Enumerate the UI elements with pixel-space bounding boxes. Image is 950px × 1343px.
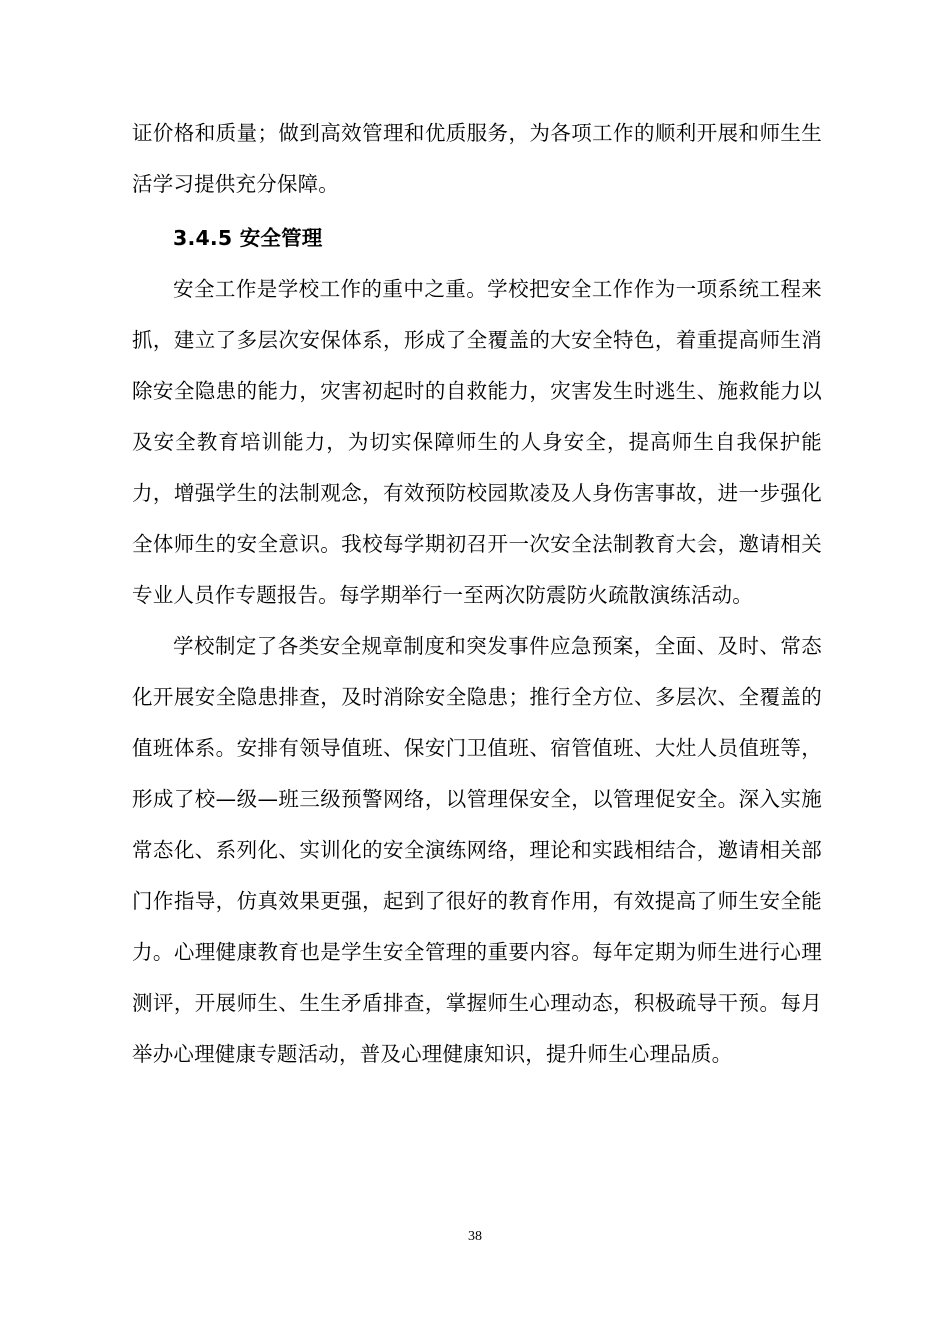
paragraph-safety-work: 安全工作是学校工作的重中之重。学校把安全工作作为一项系统工程来抓，建立了多层次安保体系，形成了全覆盖的大安全特色，着重提高师生消除安全隐患的能力，灾害初起时的自救能力，灾害发生时逃生、施救能力以及安全教育培训能力，为切实保障师生的人身安全，提高师生自我保护能力，增强学生的法制观念，有效预防校园欺凌及人身伤害事故，进一步强化全体师生的安全意识。我校每学期初召开一次安全法制教育大会，邀请相关专业人员作专题报告。每学期举行一至两次防震防火疏散演练活动。: [132, 277, 822, 607]
paragraph-continuation: 证价格和质量；做到高效管理和优质服务，为各项工作的顺利开展和师生生活学习提供充分保障。: [132, 121, 822, 196]
paragraph-safety-regulations: 学校制定了各类安全规章制度和突发事件应急预案，全面、及时、常态化开展安全隐患排查，及时消除安全隐患；推行全方位、多层次、全覆盖的值班体系。安排有领导值班、保安门卫值班、宿管值班、大灶人员值班等，形成了校—级—班三级预警网络，以管理保安全，以管理促安全。深入实施常态化、系列化、实训化的安全演练网络，理论和实践相结合，邀请相关部门作指导，仿真效果更强，起到了很好的教育作用，有效提高了师生安全能力。心理健康教育也是学生安全管理的重要内容。每年定期为师生进行心理测评，开展师生、生生矛盾排查，掌握师生心理动态，积极疏导干预。每月举办心理健康专题活动，普及心理健康知识，提升师生心理品质。: [132, 634, 822, 1066]
section-heading-3-4-5: 3.4.5 安全管理: [173, 226, 323, 250]
page-number: 38: [468, 1229, 482, 1244]
page-content: [132, 108, 822, 1080]
